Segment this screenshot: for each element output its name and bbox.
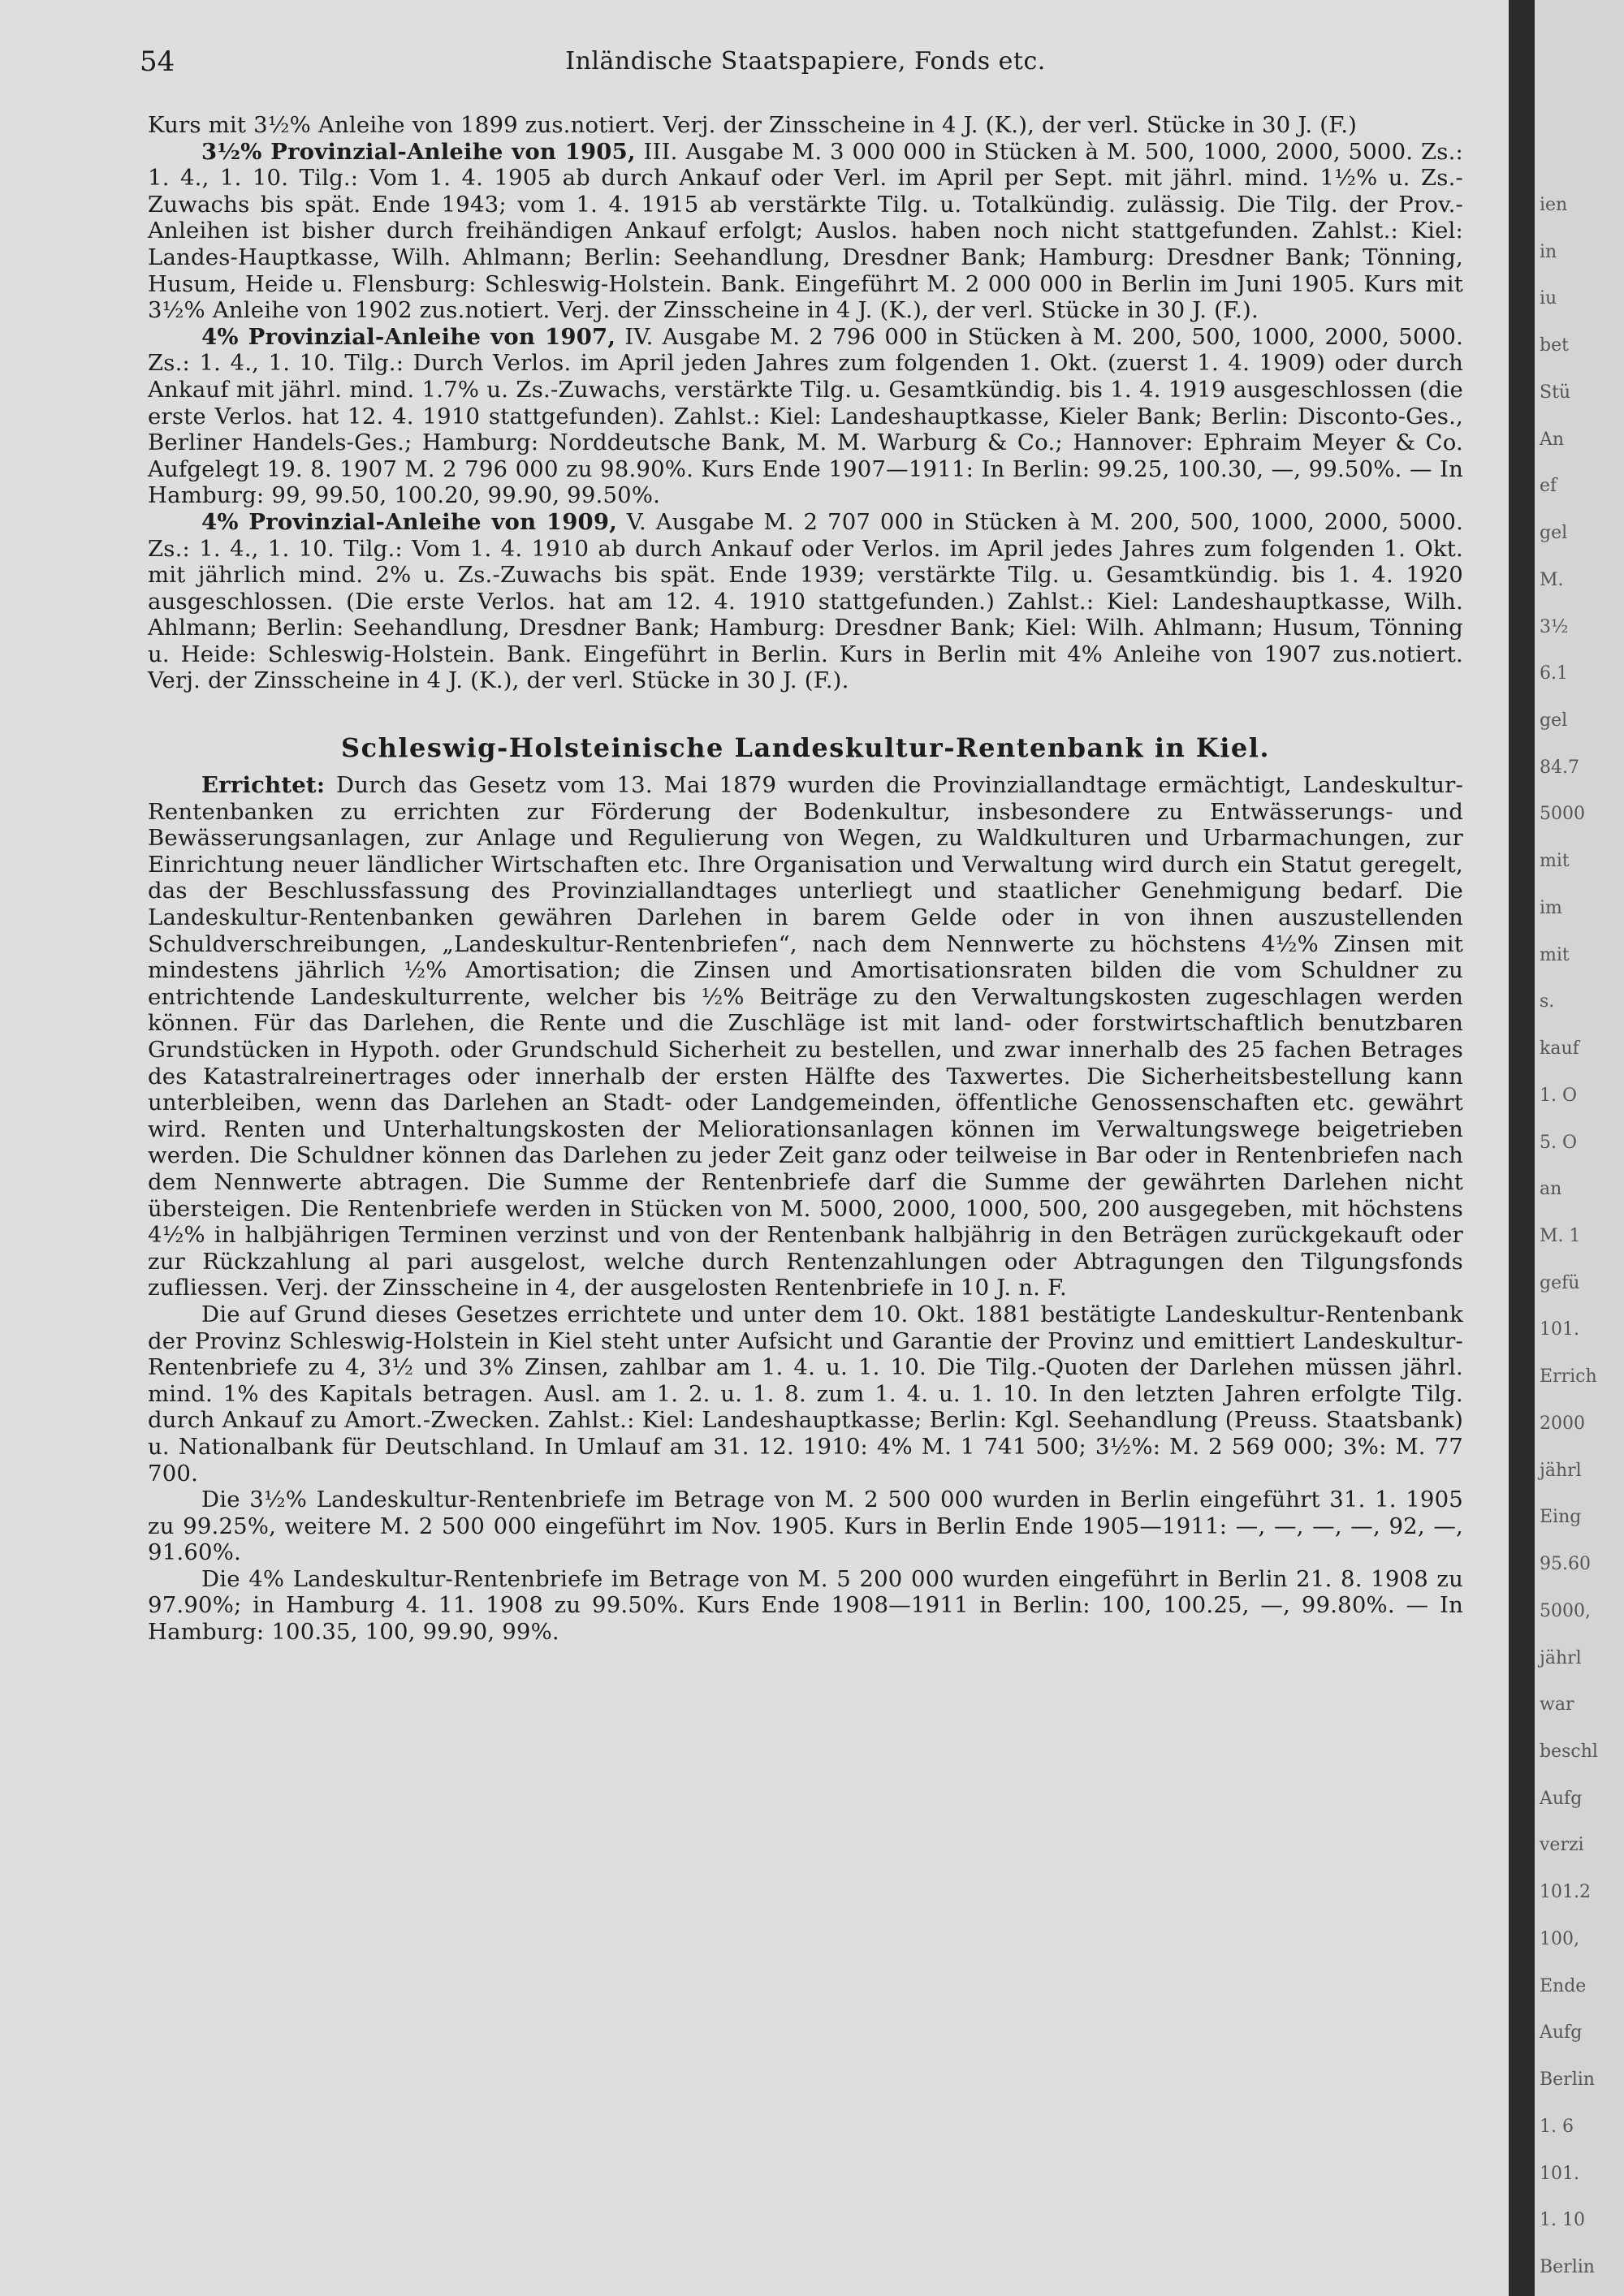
adjacent-page-fragment: ef (1540, 476, 1557, 496)
adjacent-page-fragment: 101. (1540, 1319, 1579, 1340)
adjacent-page-fragment: in (1540, 242, 1557, 262)
adjacent-page-fragment: Aufg (1540, 2022, 1583, 2043)
adjacent-page-fragment: M. (1540, 570, 1564, 590)
adjacent-page-fragment: 3½ (1540, 617, 1569, 637)
paragraph-text: Die auf Grund dieses Gesetzes errichtete und unter dem 10. Okt. 1881 bestätigte Landeskultur-Rentenbank der Provinz Schleswig-Holstein in Kiel steht unter Aufsicht und Garantie der Provinz und emittiert Landeskultur-Rentenbriefe zu 4, 3½ und 3% Zinsen, zahlbar am 1. 4. u. 1. 10. Die Tilg.-Quoten der Darlehen müssen jährl. mind. 1% des Kapitals betragen. Ausl. am 1. 2. u. 1. 8. zum 1. 4. u. 1. 10. In den letzten Jahren erfolgte Tilg. durch Ankauf zu Amort.-Zwecken. Zahlst.: Kiel: Landeshauptkasse; Berlin: Kgl. Seehandlung (Preuss. Staatsbank) u. Nationalbank für Deutschland. In Umlauf am 31. 12. 1910: 4% M. 1 741 500; 3½%: M. 2 569 000; 3%: M. 77 700. (148, 1301, 1463, 1487)
adjacent-page-fragment: Berlin (1540, 2257, 1595, 2277)
paragraph-gesetz-1881 (148, 1301, 1463, 1487)
adjacent-page-fragment: Eing (1540, 1507, 1582, 1527)
adjacent-page-fragment: mit (1540, 945, 1570, 965)
adjacent-page-fragment: 101.2 (1540, 1882, 1591, 1902)
adjacent-page-fragment: Errich (1540, 1366, 1597, 1387)
adjacent-page-fragment: beschl (1540, 1741, 1598, 1762)
adjacent-page-fragment: an (1540, 1179, 1562, 1199)
paragraph-heading: 3½% Provinzial-Anleihe von 1905, (201, 138, 636, 165)
adjacent-page-fragment: Aufg (1540, 1789, 1583, 1809)
paragraph-rentenbriefe-4 (148, 1566, 1463, 1646)
paragraph-anleihe-1909 (148, 509, 1463, 694)
adjacent-page-fragment: 95.60 (1540, 1554, 1591, 1574)
adjacent-page-fragment: Ende (1540, 1976, 1587, 1996)
adjacent-page-fragment: 100, (1540, 1929, 1579, 1949)
adjacent-page-fragment: kauf (1540, 1038, 1579, 1059)
section-title: Schleswig-Holsteinische Landeskultur-Rentenbank in Kiel. (340, 732, 1270, 764)
adjacent-page-fragment: M. 1 (1540, 1226, 1581, 1246)
paragraph-errichtet (148, 772, 1463, 1301)
paragraph-anleihe-1905 (148, 139, 1463, 324)
adjacent-page-fragment: gel (1540, 710, 1568, 731)
adjacent-page-fragment: 5000 (1540, 804, 1585, 824)
adjacent-page-fragment: gefü (1540, 1273, 1580, 1293)
paragraph-intro (148, 112, 1463, 139)
paragraph-text: Durch das Gesetz vom 13. Mai 1879 wurden die Provinziallandtage ermächtigt, Landeskultur-Rentenbanken zu errichten zur Förderung der Bodenkultur, insbesondere zu Entwässerungs- und Bewässerungsanlagen, zur Anlage und Regulierung von Wegen, zu Waldkulturen und Urbarmachungen, zur Einrichtung neuer ländlicher Wirtschaften etc. Ihre Organisation und Verwaltung wird durch ein Statut geregelt, das der Beschlussfassung des Provinziallandtages unterliegt und staatlicher Genehmigung bedarf. Die Landeskultur-Rentenbanken gewähren Darlehen in barem Gelde oder in von ihnen auszustellenden Schuldverschreibungen, „Landeskultur-Rentenbriefen“, nach dem Nennwerte zu höchstens 4½% Zinsen mit mindestens jährlich ½% Amortisation; die Zinsen und Amortisationsraten bilden die vom Schuldner zu entrichtende Landeskulturrente, welcher bis ½% Beiträge zu den Verwaltungskosten zugeschlagen werden können. Für das Darlehen, die Rente und die Zuschläge ist mit land- oder forstwirtschaftlich benutzbaren Grundstücken in Hypoth. oder Grundschuld Sicherheit zu bestellen, und zwar innerhalb des 25 fachen Betrages des Katastralreinertrages oder innerhalb der ersten Hälfte des Taxwertes. Die Sicherheitsbestellung kann unterbleiben, wenn das Darlehen an Stadt- oder Landgemeinden, öffentliche Genossenschaften etc. gewährt wird. Renten und Unterhaltungskosten der Meliorationsanlagen können im Verwaltungswege beigetrieben werden. Die Schuldner können das Darlehen zu jeder Zeit ganz oder teilweise in Bar oder in Rentenbriefen nach dem Nennwerte abtragen. Die Summe der Rentenbriefe darf die Summe der gewährten Darlehen nicht übersteigen. Die Rentenbriefe werden in Stücken von M. 5000, 2000, 1000, 500, 200 ausgegeben, mit höchstens 4½% in halbjährigen Terminen verzinst und von der Rentenbank halbjährig in den Beträgen zurückgekauft oder zur Rückzahlung al pari ausgelost, welche durch Rentenzahlungen oder Abtragungen den Tilgungsfonds zufliessen. Verj. der Zinsscheine in 4, der ausgelosten Rentenbriefe in 10 J. n. F. (148, 772, 1463, 1301)
page-header (140, 45, 1471, 83)
adjacent-page-fragment: 2000 (1540, 1413, 1585, 1434)
adjacent-page-fragment: verzi (1540, 1835, 1584, 1855)
adjacent-page-fragment: Berlin (1540, 2069, 1595, 2090)
paragraph-text: Die 3½% Landeskultur-Rentenbriefe im Betrage von M. 2 500 000 wurden in Berlin eingeführt 31. 1. 1905 zu 99.25%, weitere M. 2 500 000 eingeführt im Nov. 1905. Kurs in Berlin Ende 1905—1911: —, —, —, —, 92, —, 91.60%. (148, 1487, 1463, 1566)
adjacent-page-fragment: war (1540, 1694, 1574, 1715)
adjacent-page-fragment: gel (1540, 523, 1568, 543)
adjacent-page-edge (1535, 0, 1624, 2296)
adjacent-page-fragment: mit (1540, 851, 1570, 871)
adjacent-page-fragment: bet (1540, 335, 1569, 356)
page-number: 54 (140, 45, 175, 78)
adjacent-page-fragment: s. (1540, 991, 1555, 1012)
paragraph-text: V. Ausgabe M. 2 707 000 in Stücken à M. 200, 500, 1000, 2000, 5000. Zs.: 1. 4., 1. 10. Tilg.: Vom 1. 4. 1910 ab durch Ankauf oder Verlos. im April jedes Jahres zum folgenden 1. Okt. mit jährlich mind. 2% u. Zs.-Zuwachs bis spät. Ende 1939; verstärkte Tilg. u. Gesamtkündig. bis 1. 4. 1920 ausgeschlossen. (Die erste Verlos. hat am 12. 4. 1910 stattgefunden.) Zahlst.: Kiel: Landeshauptkasse, Wilh. Ahlmann; Berlin: Seehandlung, Dresdner Bank; Hamburg: Dresdner Bank; Kiel: Wilh. Ahlmann; Husum, Tönning u. Heide: Schleswig-Holstein. Bank. Eingeführt in Berlin. Kurs in Berlin mit 4% Anleihe von 1907 zus.notiert. Verj. der Zinsscheine in 4 J. (K.), der verl. Stücke in 30 J. (F.). (148, 508, 1464, 694)
adjacent-page-fragment: iu (1540, 288, 1557, 309)
paragraph-text: Kurs mit 3½% Anleihe von 1899 zus.notiert. Verj. der Zinsscheine in 4 J. (K.), der verl. Stücke in 30 J. (F.) (148, 112, 1358, 138)
adjacent-page-fragment: An (1540, 429, 1565, 450)
adjacent-page-fragment: jährl (1540, 1461, 1582, 1481)
adjacent-page-fragment: 101. (1540, 2164, 1579, 2184)
adjacent-page-fragment: im (1540, 898, 1562, 918)
page-body (148, 112, 1463, 1646)
adjacent-page-fragment: jährl (1540, 1648, 1582, 1668)
paragraph-heading: 4% Provinzial-Anleihe von 1907, (201, 323, 616, 350)
adjacent-page-fragment: 6.1 (1540, 663, 1568, 684)
paragraph-rentenbriefe-35 (148, 1487, 1463, 1566)
adjacent-page-fragment: 5000, (1540, 1601, 1591, 1621)
adjacent-page-fragment: 5. O (1540, 1133, 1578, 1153)
adjacent-page-fragment: Stü (1540, 382, 1571, 403)
paragraph-heading: 4% Provinzial-Anleihe von 1909, (201, 508, 617, 535)
paragraph-text: III. Ausgabe M. 3 000 000 in Stücken à M. 500, 1000, 2000, 5000. Zs.: 1. 4., 1. 10. Tilg.: Vom 1. 4. 1905 ab durch Ankauf oder Verl. im April per Sept. mit jährl. mind. 1½% u. Zs.-Zuwachs bis spät. Ende 1943; vom 1. 4. 1915 ab verstärkte Tilg. u. Totalkündig. zulässig. Die Tilg. der Prov.-Anleihen ist bisher durch freihändigen Ankauf erfolgt; Auslos. haben noch nicht stattgefunden. Zahlst.: Kiel: Landes-Hauptkasse, Wilh. Ahlmann; Berlin: Seehandlung, Dresdner Bank; Hamburg: Dresdner Bank; Tönning, Husum, Heide u. Flensburg: Schleswig-Holstein. Bank. Eingeführt M. 2 000 000 in Berlin im Juni 1905. Kurs mit 3½% Anleihe von 1902 zus.notiert. Verj. der Zinsscheine in 4 J. (K.), der verl. Stücke in 30 J. (F.). (148, 138, 1463, 324)
adjacent-page-fragment: ien (1540, 195, 1568, 215)
adjacent-page-fragment: 1. O (1540, 1085, 1578, 1106)
adjacent-page-fragment: 84.7 (1540, 757, 1579, 778)
running-head: Inländische Staatspapiere, Fonds etc. (565, 47, 1046, 76)
paragraph-text: IV. Ausgabe M. 2 796 000 in Stücken à M. 200, 500, 1000, 2000, 5000. Zs.: 1. 4., 1. 10. Tilg.: Durch Verlos. im April jeden Jahres zum folgenden 1. Okt. (zuerst 1. 4. 1909) oder durch Ankauf mit jährl. mind. 1.7% u. Zs.-Zuwachs, verstärkte Tilg. u. Gesamtkündig. bis 1. 4. 1919 ausgeschlossen (die erste Verlos. hat 12. 4. 1910 stattgefunden). Zahlst.: Kiel: Landeshauptkasse, Kieler Bank; Berlin: Disconto-Ges., Berliner Handels-Ges.; Hamburg: Norddeutsche Bank, M. M. Warburg & Co.; Hannover: Ephraim Meyer & Co. Aufgelegt 19. 8. 1907 M. 2 796 000 zu 98.90%. Kurs Ende 1907—1911: In Berlin: 99.25, 100.30, —, 99.50%. — In Hamburg: 99, 99.50, 100.20, 99.90, 99.50%. (148, 323, 1464, 509)
paragraph-anleihe-1907 (148, 324, 1463, 509)
paragraph-text: Die 4% Landeskultur-Rentenbriefe im Betrage von M. 5 200 000 wurden eingeführt in Berlin 21. 8. 1908 zu 97.90%; in Hamburg 4. 11. 1908 zu 99.50%. Kurs Ende 1908—1911 in Berlin: 100, 100.25, —, 99.80%. — In Hamburg: 100.35, 100, 99.90, 99%. (148, 1565, 1463, 1646)
book-gutter (1509, 0, 1535, 2296)
adjacent-page-fragment: 1. 10 (1540, 2210, 1585, 2230)
paragraph-heading: Errichtet: (201, 772, 326, 799)
adjacent-page-fragment: 1. 6 (1540, 2117, 1574, 2137)
